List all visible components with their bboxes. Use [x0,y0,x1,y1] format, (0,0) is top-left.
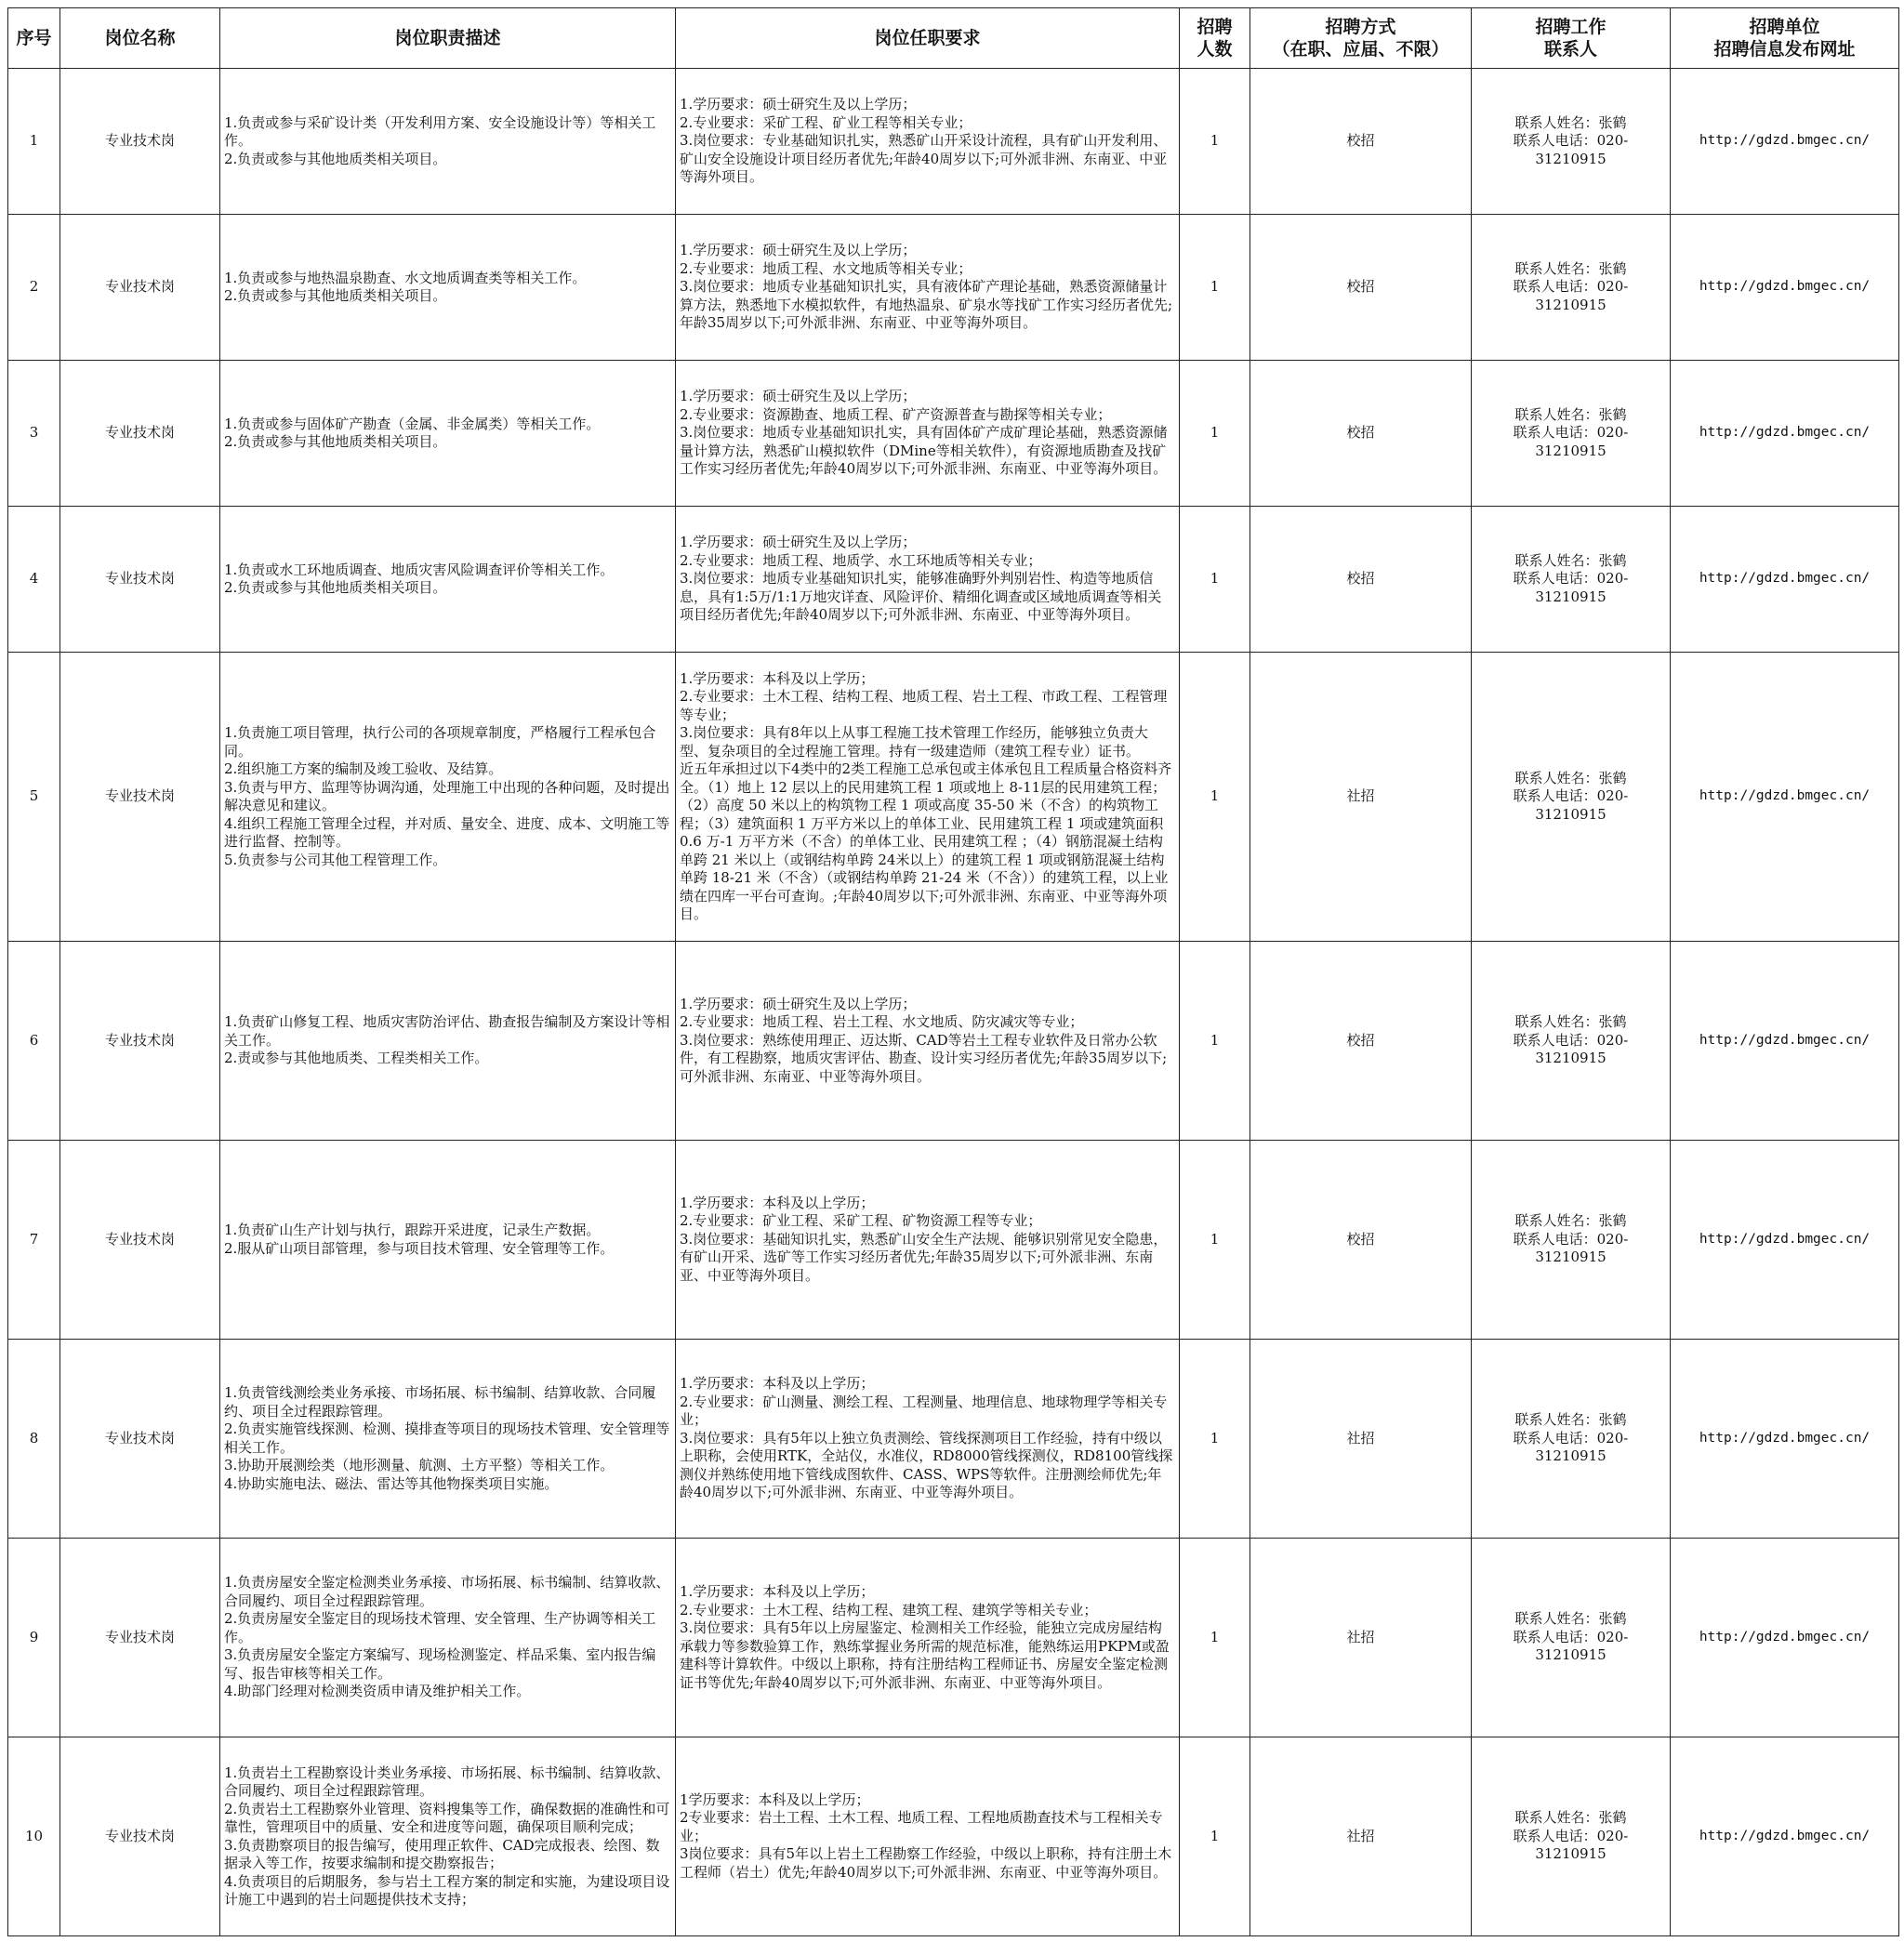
cell-count: 1 [1180,361,1250,507]
cell-requirements: 1.学历要求：硕士研究生及以上学历； 2.专业要求：采矿工程、矿业工程等相关专业； 3.岗位要求：专业基础知识扎实，熟悉矿山开采设计流程，具有矿山开发利用、矿山安全设施设计项目经历者优先;年龄40周岁以下;可外派非洲、东南亚、中亚等海外项目。 [676,69,1180,215]
cell-count: 1 [1180,1539,1250,1737]
table-row [8,1737,1899,1936]
table-row [8,1141,1899,1340]
cell-url: http://gdzd.bmgec.cn/ [1671,69,1899,215]
cell-post-name: 专业技术岗 [60,507,220,653]
cell-method: 校招 [1250,1141,1472,1340]
cell-post-name: 专业技术岗 [60,1539,220,1737]
cell-method: 校招 [1250,507,1472,653]
cell-method: 校招 [1250,361,1472,507]
table-row [8,1340,1899,1539]
cell-seq: 5 [8,653,60,942]
cell-url: http://gdzd.bmgec.cn/ [1671,942,1899,1141]
cell-seq: 7 [8,1141,60,1340]
recruitment-table [7,7,1899,1936]
cell-requirements: 1.学历要求：本科及以上学历； 2.专业要求：矿业工程、采矿工程、矿物资源工程等专业； 3.岗位要求：基础知识扎实，熟悉矿山安全生产法规、能够识别常见安全隐患，有矿山开采、选矿等工作实习经历者优先;年龄35周岁以下;可外派非洲、东南亚、中亚等海外项目。 [676,1141,1180,1340]
cell-requirements: 1.学历要求：本科及以上学历； 2.专业要求：矿山测量、测绘工程、工程测量、地理信息、地球物理学等相关专业； 3.岗位要求：具有5年以上独立负责测绘、管线探测项目工作经验，持有中级以上职称，会使用RTK，全站仪，水准仪，RD8000管线探测仪，RD8100管线探测仪并熟练使用地下管线成图软件、CASS、WPS等软件。注册测绘师优先;年龄40周岁以下;可外派非洲、东南亚、中亚等海外项目。 [676,1340,1180,1539]
header-count: 招聘 人数 [1180,8,1250,69]
header-duties: 岗位职责描述 [220,8,676,69]
cell-requirements: 1.学历要求：硕士研究生及以上学历； 2.专业要求：地质工程、地质学、水工环地质等相关专业； 3.岗位要求：地质专业基础知识扎实，能够准确野外判别岩性、构造等地质信息，具有1:5万/1:1万地灾详查、风险评价、精细化调查或区域地质调查等相关项目经历者优先;年龄40周岁以下;可外派非洲、东南亚、中亚等海外项目。 [676,507,1180,653]
cell-duties: 1.负责或参与采矿设计类（开发利用方案、安全设施设计等）等相关工作。 2.负责或参与其他地质类相关项目。 [220,69,676,215]
cell-contact: 联系人姓名：张鹤 联系人电话：020- 31210915 [1472,215,1671,361]
cell-method: 社招 [1250,1539,1472,1737]
cell-count: 1 [1180,942,1250,1141]
cell-seq: 8 [8,1340,60,1539]
header-contact: 招聘工作 联系人 [1472,8,1671,69]
cell-seq: 4 [8,507,60,653]
cell-count: 1 [1180,507,1250,653]
cell-post-name: 专业技术岗 [60,215,220,361]
cell-count: 1 [1180,1141,1250,1340]
cell-contact: 联系人姓名：张鹤 联系人电话：020- 31210915 [1472,1539,1671,1737]
cell-contact: 联系人姓名：张鹤 联系人电话：020- 31210915 [1472,1340,1671,1539]
cell-requirements: 1.学历要求：硕士研究生及以上学历； 2.专业要求：地质工程、岩土工程、水文地质、防灾减灾等专业； 3.岗位要求：熟练使用理正、迈达斯、CAD等岩土工程专业软件及日常办公软件，有工程勘察，地质灾害评估、勘查、设计实习经历者优先;年龄35周岁以下;可外派非洲、东南亚、中亚等海外项目。 [676,942,1180,1141]
cell-seq: 10 [8,1737,60,1936]
cell-seq: 9 [8,1539,60,1737]
cell-contact: 联系人姓名：张鹤 联系人电话：020- 31210915 [1472,69,1671,215]
cell-method: 校招 [1250,215,1472,361]
cell-count: 1 [1180,1340,1250,1539]
header-seq: 序号 [8,8,60,69]
table-row [8,215,1899,361]
cell-requirements: 1.学历要求：硕士研究生及以上学历； 2.专业要求：资源勘查、地质工程、矿产资源普查与勘探等相关专业； 3.岗位要求：地质专业基础知识扎实，具有固体矿产成矿理论基础，熟悉资源储量计算方法，熟悉矿山模拟软件（DMine等相关软件），有资源地质勘查及找矿工作实习经历者优先;年龄40周岁以下;可外派非洲、东南亚、中亚等海外项目。 [676,361,1180,507]
cell-post-name: 专业技术岗 [60,1737,220,1936]
cell-post-name: 专业技术岗 [60,1141,220,1340]
cell-duties: 1.负责岩土工程勘察设计类业务承接、市场拓展、标书编制、结算收款、合同履约、项目全过程跟踪管理。 2.负责岩土工程勘察外业管理、资料搜集等工作，确保数据的准确性和可靠性，管理项目中的质量、安全和进度等问题，确保项目顺利完成； 3.负责勘察项目的报告编写，使用理正软件、CAD完成报表、绘图、数据录入等工作，按要求编制和提交勘察报告； 4.负责项目的后期服务，参与岩土工程方案的制定和实施，为建设项目设计施工中遇到的岩土问题提供技术支持； [220,1737,676,1936]
cell-url: http://gdzd.bmgec.cn/ [1671,1340,1899,1539]
cell-count: 1 [1180,69,1250,215]
cell-contact: 联系人姓名：张鹤 联系人电话：020- 31210915 [1472,653,1671,942]
header-url: 招聘单位 招聘信息发布网址 [1671,8,1899,69]
cell-requirements: 1.学历要求：硕士研究生及以上学历； 2.专业要求：地质工程、水文地质等相关专业； 3.岗位要求：地质专业基础知识扎实，具有液体矿产理论基础，熟悉资源储量计算方法，熟悉地下水模拟软件，有地热温泉、矿泉水等找矿工作实习经历者优先;年龄35周岁以下;可外派非洲、东南亚、中亚等海外项目。 [676,215,1180,361]
table-row [8,653,1899,942]
table-row [8,1539,1899,1737]
cell-duties: 1.负责矿山修复工程、地质灾害防治评估、勘查报告编制及方案设计等相关工作。 2.责或参与其他地质类、工程类相关工作。 [220,942,676,1141]
cell-method: 社招 [1250,653,1472,942]
cell-url: http://gdzd.bmgec.cn/ [1671,215,1899,361]
cell-post-name: 专业技术岗 [60,942,220,1141]
cell-duties: 1.负责或参与地热温泉勘查、水文地质调查类等相关工作。 2.负责或参与其他地质类相关项目。 [220,215,676,361]
cell-method: 校招 [1250,69,1472,215]
cell-duties: 1.负责管线测绘类业务承接、市场拓展、标书编制、结算收款、合同履约、项目全过程跟踪管理。 2.负责实施管线探测、检测、摸排查等项目的现场技术管理、安全管理等相关工作。 3.协助开展测绘类（地形测量、航测、土方平整）等相关工作。 4.协助实施电法、磁法、雷达等其他物探类项目实施。 [220,1340,676,1539]
cell-post-name: 专业技术岗 [60,69,220,215]
cell-duties: 1.负责或水工环地质调查、地质灾害风险调查评价等相关工作。 2.负责或参与其他地质类相关项目。 [220,507,676,653]
cell-method: 社招 [1250,1737,1472,1936]
table-row [8,942,1899,1141]
cell-post-name: 专业技术岗 [60,1340,220,1539]
cell-seq: 3 [8,361,60,507]
cell-duties: 1.负责房屋安全鉴定检测类业务承接、市场拓展、标书编制、结算收款、合同履约、项目全过程跟踪管理。 2.负责房屋安全鉴定目的现场技术管理、安全管理、生产协调等相关工作。 3.负责房屋安全鉴定方案编写、现场检测鉴定、样品采集、室内报告编写、报告审核等相关工作。 4.助部门经理对检测类资质申请及维护相关工作。 [220,1539,676,1737]
cell-contact: 联系人姓名：张鹤 联系人电话：020- 31210915 [1472,942,1671,1141]
cell-seq: 2 [8,215,60,361]
cell-count: 1 [1180,653,1250,942]
cell-requirements: 1学历要求：本科及以上学历； 2专业要求：岩土工程、土木工程、地质工程、工程地质勘查技术与工程相关专业； 3岗位要求：具有5年以上岩土工程勘察工作经验，中级以上职称，持有注册土木工程师（岩土）优先;年龄40周岁以下;可外派非洲、东南亚、中亚等海外项目。 [676,1737,1180,1936]
cell-contact: 联系人姓名：张鹤 联系人电话：020- 31210915 [1472,507,1671,653]
cell-seq: 6 [8,942,60,1141]
cell-seq: 1 [8,69,60,215]
header-requirements: 岗位任职要求 [676,8,1180,69]
cell-url: http://gdzd.bmgec.cn/ [1671,361,1899,507]
table-row [8,361,1899,507]
cell-contact: 联系人姓名：张鹤 联系人电话：020- 31210915 [1472,361,1671,507]
cell-url: http://gdzd.bmgec.cn/ [1671,653,1899,942]
cell-method: 社招 [1250,1340,1472,1539]
cell-requirements: 1.学历要求：本科及以上学历； 2.专业要求：土木工程、结构工程、建筑工程、建筑学等相关专业； 3.岗位要求：具有5年以上房屋鉴定、检测相关工作经验，能独立完成房屋结构承载力等参数验算工作，熟练掌握业务所需的规范标准，能熟练运用PKPM或盈建科等计算软件。中级以上职称，持有注册结构工程师证书、房屋安全鉴定检测证书等优先;年龄40周岁以下;可外派非洲、东南亚、中亚等海外项目。 [676,1539,1180,1737]
cell-method: 校招 [1250,942,1472,1141]
cell-url: http://gdzd.bmgec.cn/ [1671,1141,1899,1340]
cell-contact: 联系人姓名：张鹤 联系人电话：020- 31210915 [1472,1737,1671,1936]
recruitment-sheet [7,7,1898,1936]
cell-contact: 联系人姓名：张鹤 联系人电话：020- 31210915 [1472,1141,1671,1340]
cell-count: 1 [1180,1737,1250,1936]
cell-requirements: 1.学历要求：本科及以上学历； 2.专业要求：土木工程、结构工程、地质工程、岩土工程、市政工程、工程管理等专业； 3.岗位要求：具有8年以上从事工程施工技术管理工作经历，能够独立负责大型、复杂项目的全过程施工管理。持有一级建造师（建筑工程专业）证书。 近五年承担过以下4类中的2类工程施工总承包或主体承包且工程质量合格资料齐全。（1）地上 12 层以上的民用建筑工程 1 项或地上 8-11层的民用建筑工程；（2）高度 50 米以上的构筑物工程 1 项或高度 35-50 米（不含）的构筑物工程；（3）建筑面积 1 万平方米以上的单体工业、民用建筑工程 1 项或建筑面积 0.6 万-1 万平方米（不含）的单体工业、民用建筑工程 ；（4）钢筋混凝土结构单跨 21 米以上（或钢结构单跨 24米以上）的建筑工程 1 项或钢筋混凝土结构单跨 18-21 米（不含）（或钢结构单跨 21-24 米（不含））的建筑工程，以上业绩在四库一平台可查询。;年龄40周岁以下;可外派非洲、东南亚、中亚等海外项目。 [676,653,1180,942]
cell-count: 1 [1180,215,1250,361]
cell-url: http://gdzd.bmgec.cn/ [1671,507,1899,653]
cell-post-name: 专业技术岗 [60,361,220,507]
header-post-name: 岗位名称 [60,8,220,69]
cell-url: http://gdzd.bmgec.cn/ [1671,1539,1899,1737]
cell-duties: 1.负责矿山生产计划与执行，跟踪开采进度，记录生产数据。 2.服从矿山项目部管理，参与项目技术管理、安全管理等工作。 [220,1141,676,1340]
header-method: 招聘方式 （在职、应届、不限） [1250,8,1472,69]
table-row [8,507,1899,653]
cell-duties: 1.负责施工项目管理，执行公司的各项规章制度，严格履行工程承包合同。 2.组织施工方案的编制及竣工验收、及结算。 3.负责与甲方、监理等协调沟通，处理施工中出现的各种问题，及时提出解决意见和建议。 4.组织工程施工管理全过程，并对质、量安全、进度、成本、文明施工等进行监督、控制等。 5.负责参与公司其他工程管理工作。 [220,653,676,942]
cell-post-name: 专业技术岗 [60,653,220,942]
header-row [8,8,1899,69]
cell-duties: 1.负责或参与固体矿产勘查（金属、非金属类）等相关工作。 2.负责或参与其他地质类相关项目。 [220,361,676,507]
table-row [8,69,1899,215]
cell-url: http://gdzd.bmgec.cn/ [1671,1737,1899,1936]
